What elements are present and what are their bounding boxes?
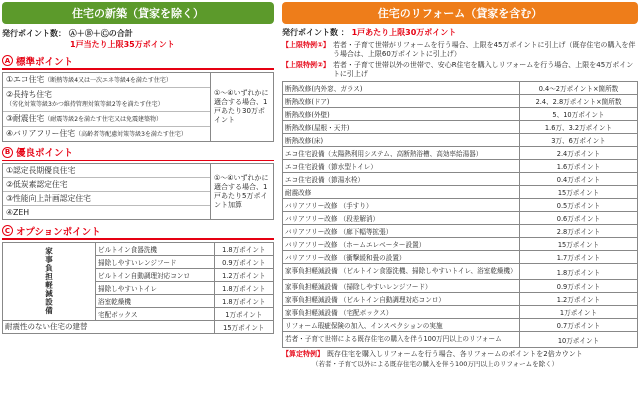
table-row xyxy=(283,121,638,134)
reform-item-label: バリアフリー改修 （衝撃緩和畳の設置） xyxy=(283,251,520,264)
reform-item-label: 断熱改修(屋根・天井) xyxy=(283,121,520,134)
option-points-title: オプションポイント xyxy=(16,226,101,238)
section-a-mark: A xyxy=(2,55,13,66)
special-calculation-note: （若者・子育て以外による既存住宅の購入を伴う100万円以上のリフォームを除く） xyxy=(312,360,559,368)
reform-item-points: 0.6万ポイント xyxy=(520,212,638,225)
section-c-mark: C xyxy=(2,225,13,236)
table-row xyxy=(283,82,638,95)
reform-item-points: 2.8万ポイント xyxy=(520,225,638,238)
table-row xyxy=(283,95,638,108)
table-row xyxy=(283,225,638,238)
option-points: 1.2万ポイント xyxy=(214,268,273,281)
points-label: 発行ポイント数： xyxy=(2,29,66,38)
table-row xyxy=(283,212,638,225)
reform-item-label: バリアフリー改修 （手すり） xyxy=(283,199,520,212)
table-row xyxy=(283,238,638,251)
list-item: ③耐震住宅（耐震等級2を満たす住宅又は免震建築物） xyxy=(3,112,210,127)
reform-item-points: 3万、6万ポイント xyxy=(520,134,638,147)
reform-item-points: 1.6万ポイント xyxy=(520,160,638,173)
list-item: ④ZEH xyxy=(6,208,30,217)
reform-item-points: 2.4、2.8万ポイント×箇所数 xyxy=(520,95,638,108)
table-row xyxy=(283,108,638,121)
reform-item-points: 0.5万ポイント xyxy=(520,199,638,212)
table-row xyxy=(283,332,638,348)
cap-exception-1: 【上限特例①】 若者・子育て世帯がリフォームを行う場合、上限を45万ポイントに引上げ（既存住宅の購入を伴う場合は、上限60万ポイントに引上げ） xyxy=(282,41,636,58)
option-label: ビルトイン食器洗機 xyxy=(96,242,215,255)
option-points: 1.8万ポイント xyxy=(214,281,273,294)
reform-item-points: 1万ポイント xyxy=(520,306,638,319)
reform-item-points: 1.6万、3.2万ポイント xyxy=(520,121,638,134)
reform-item-label: バリアフリー改修 （ホームエレベーター設置） xyxy=(283,238,520,251)
reform-points-label: 発行ポイント数 ： xyxy=(282,28,349,37)
excellent-points-note: ①～④いずれかに適合する場合、1戸あたり5万ポイント加算 xyxy=(214,173,269,209)
cap-exception-2: 【上限特例②】 若者・子育て世帯以外の世帯で、安心R住宅を購入しリフォームを行う場合、上限を45万ポイントに引上げ xyxy=(282,61,634,78)
standard-points-section xyxy=(2,54,274,142)
reform-item-label: 断熱改修(外壁) xyxy=(283,108,520,121)
option-points-section xyxy=(2,224,274,334)
list-item: ①認定長期優良住宅 xyxy=(3,164,210,178)
reform-item-points: 1.2万ポイント xyxy=(520,293,638,306)
reform-item-points: 5、10万ポイント xyxy=(520,108,638,121)
option-label: 掃除しやすいトイレ xyxy=(96,281,215,294)
section-b-mark: B xyxy=(2,147,13,158)
option-label: 宅配ボックス xyxy=(96,307,215,320)
new-construction-panel xyxy=(2,2,274,414)
reform-item-points: 0.9万ポイント xyxy=(520,280,638,293)
table-row xyxy=(283,306,638,319)
reform-item-label: 若者・子育て世帯による既存住宅の購入を伴う100万円以上のリフォーム xyxy=(283,332,520,348)
reform-item-label: 断熱改修(ドア) xyxy=(283,95,520,108)
new-construction-title: 住宅の新築（貸家を除く） xyxy=(2,2,274,24)
option-points: 1.8万ポイント xyxy=(214,294,273,307)
reform-points-cap: 1戸あたり上限30万ポイント xyxy=(351,28,457,37)
reform-panel xyxy=(282,2,638,414)
reform-item-label: バリアフリー改修 （廊下幅等拡張） xyxy=(283,225,520,238)
section-divider xyxy=(2,68,274,70)
option-label: 掃除しやすいレンジフード xyxy=(96,255,215,268)
reform-item-label: 家事負担軽減設備 （宅配ボックス） xyxy=(283,306,520,319)
section-divider xyxy=(2,238,274,240)
reform-item-label: バリアフリー改修 （段差解消） xyxy=(283,212,520,225)
reform-item-label: リフォーム瑕疵保険の加入、インスペクションの実施 xyxy=(283,319,520,332)
reform-item-points: 15万ポイント xyxy=(520,186,638,199)
standard-points-note: ①～④いずれかに適合する場合、1戸あたり30万ポイント xyxy=(214,88,269,124)
table-row xyxy=(283,134,638,147)
table-row xyxy=(283,280,638,293)
table-row xyxy=(283,186,638,199)
reform-title: 住宅のリフォーム（貸家を含む） xyxy=(282,2,638,24)
list-item: ③性能向上計画認定住宅 xyxy=(3,192,210,206)
reform-item-label: エコ住宅設備（太陽熱利用システム、高断熱浴槽、高効率給湯器） xyxy=(283,147,520,160)
option-label: ビルトイン自動調理対応コンロ xyxy=(96,268,215,281)
table-row xyxy=(283,251,638,264)
table-row xyxy=(283,264,638,280)
reform-item-points: 15万ポイント xyxy=(520,238,638,251)
table-row xyxy=(3,320,274,333)
table-row xyxy=(283,173,638,186)
reform-item-points: 0.7万ポイント xyxy=(520,319,638,332)
reform-item-label: 家事負担軽減設備 （掃除しやすいレンジフード） xyxy=(283,280,520,293)
reform-item-points: 10万ポイント xyxy=(520,332,638,348)
option-points: 1万ポイント xyxy=(214,307,273,320)
reform-item-label: 断熱改修(床) xyxy=(283,134,520,147)
list-item: ②長持ち住宅（劣化対策等級3かつ維持管理対策等級2等を満たす住宅） xyxy=(3,88,210,112)
table-row xyxy=(3,242,274,255)
table-row xyxy=(283,199,638,212)
points-summary xyxy=(2,28,274,50)
option-category: 家事負担軽減設備 xyxy=(3,242,96,320)
reform-item-points: 1.8万ポイント xyxy=(520,264,638,280)
table-row xyxy=(283,293,638,306)
list-item: ②低炭素認定住宅 xyxy=(3,178,210,192)
table-row xyxy=(283,160,638,173)
table-row xyxy=(283,319,638,332)
excellent-points-title: 優良ポイント xyxy=(16,148,74,159)
reform-item-label: 断熱改修(内外窓、ガラス) xyxy=(283,82,520,95)
list-item: ④バリアフリー住宅（高齢者等配慮対策等級3を満たす住宅） xyxy=(6,128,187,138)
reform-item-label: 家事負担軽減設備 （ビルトイン自動調理対応コンロ） xyxy=(283,293,520,306)
points-cap: 1戸当たり上限35万ポイント xyxy=(70,40,175,49)
table-row xyxy=(283,147,638,160)
points-formula: Ⓐ＋Ⓑ＋Ⓒの合計 xyxy=(68,29,133,38)
rebuild-label: 耐震性のない住宅の建替 xyxy=(3,320,215,333)
reform-points-summary xyxy=(282,27,638,38)
reform-item-label: エコ住宅設備（節水型トイレ） xyxy=(283,160,520,173)
reform-item-label: エコ住宅設備（節湯水栓） xyxy=(283,173,520,186)
reform-points-table xyxy=(282,81,638,348)
reform-item-points: 1.7万ポイント xyxy=(520,251,638,264)
standard-points-title: 標準ポイント xyxy=(16,56,74,68)
special-calculation: 【算定特例】 既存住宅を購入しリフォームを行う場合、各リフォームのポイントを2倍カウント xyxy=(282,350,583,358)
reform-item-label: 耐震改修 xyxy=(283,186,520,199)
option-points: 1.8万ポイント xyxy=(214,242,273,255)
excellent-points-section xyxy=(2,146,274,221)
option-label: 浴室乾燥機 xyxy=(96,294,215,307)
reform-item-points: 2.4万ポイント xyxy=(520,147,638,160)
option-points-table xyxy=(2,242,274,334)
option-points: 0.9万ポイント xyxy=(214,255,273,268)
reform-item-label: 家事負担軽減設備 （ビルトイン食器洗機、掃除しやすいトイレ、浴室乾燥機） xyxy=(283,264,520,280)
rebuild-points: 15万ポイント xyxy=(214,320,273,333)
list-item: ①エコ住宅（断熱等級4又は一次エネ等級4を満たす住宅） xyxy=(3,73,210,88)
section-divider xyxy=(2,160,274,162)
reform-item-points: 0.4万ポイント xyxy=(520,173,638,186)
reform-item-points: 0.4～2万ポイント×箇所数 xyxy=(520,82,638,95)
